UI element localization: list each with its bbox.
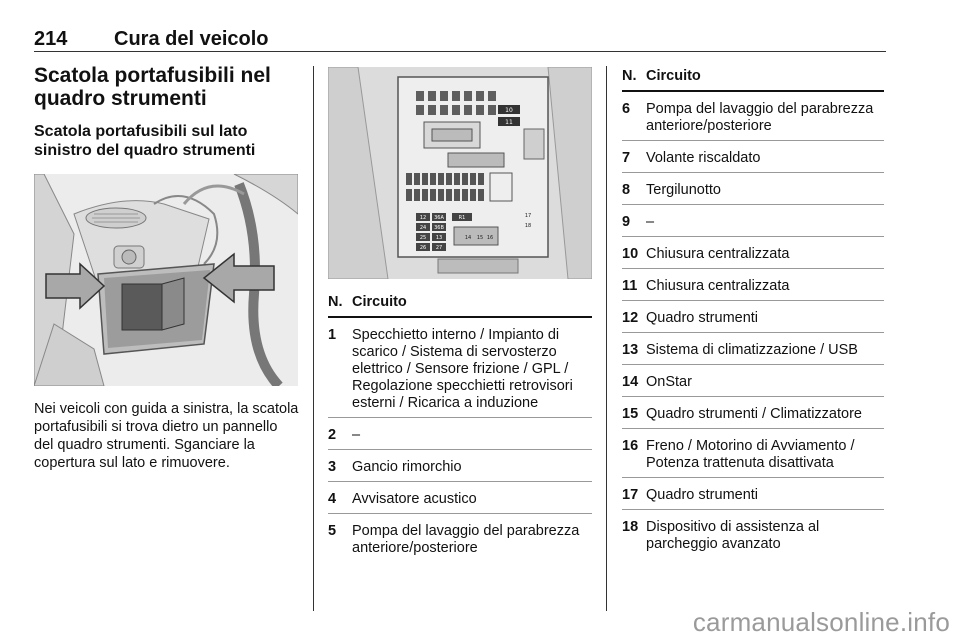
table-row: [622, 478, 884, 510]
fuse-number: 2: [328, 427, 337, 443]
chapter-title: Cura del veicolo: [114, 28, 269, 50]
section-title: Scatola portafusibili nel quadro strumenti: [34, 64, 271, 110]
circuit-description: –: [352, 427, 361, 443]
fuse-label-36a: 36A: [434, 215, 444, 221]
fuse-number: 15: [622, 406, 639, 422]
table-row: [622, 510, 884, 558]
table-row: [328, 418, 592, 450]
table-row: [622, 429, 884, 478]
table-row: [328, 514, 592, 562]
watermark: carmanualsonline.info: [692, 607, 950, 637]
circuit-description: OnStar: [646, 374, 692, 390]
fuse-label-36b: 36B: [434, 225, 444, 231]
fuse-label-17: 17: [524, 213, 532, 219]
fuse-number: 10: [622, 246, 639, 262]
fuse-number: 17: [622, 487, 639, 503]
fuse-label-18: 18: [524, 223, 532, 229]
left-column: [34, 64, 300, 160]
circuit-description: Quadro strumenti / Climatizzatore: [646, 406, 862, 422]
table-row: [622, 92, 884, 141]
table-row: [622, 397, 884, 429]
circuit-description: Chiusura centralizzata: [646, 246, 790, 262]
fuse-label-14: 14: [464, 235, 472, 241]
circuit-description: Chiusura centralizzata: [646, 278, 790, 294]
fuse-number: 3: [328, 459, 337, 475]
fuse-number: 8: [622, 182, 631, 198]
circuit-description: Freno / Motorino di Avviamento / Potenza trattenuta disattivata: [646, 438, 855, 471]
table-row: [622, 269, 884, 301]
header-number: N.: [328, 294, 343, 310]
fuse-number: 1: [328, 327, 337, 343]
table-header: [328, 294, 592, 318]
circuit-description: Sistema di climatizzazione / USB: [646, 342, 858, 358]
circuit-description: Tergilunotto: [646, 182, 721, 198]
circuit-description: Dispositivo di assistenza al parcheggio avanzato: [646, 519, 820, 552]
fuse-label-24: 24: [419, 225, 427, 231]
circuit-table-2: [622, 68, 884, 558]
fuse-label-16: 16: [486, 235, 494, 241]
fuse-number: 18: [622, 519, 639, 535]
fuse-label-r1: R1: [458, 215, 466, 221]
fuse-number: 6: [622, 101, 631, 117]
fusebox-drawing: [328, 67, 592, 279]
column-divider-2: [606, 66, 607, 611]
table-row: [328, 450, 592, 482]
dashboard-drawing: [34, 174, 298, 386]
body-paragraph: Nei veicoli con guida a sinistra, la scatola portafusibili si trova dietro un pannello del quadro strumenti. Sganciare la copertura sul lato e rimuovere.: [34, 401, 299, 471]
table-row: [622, 173, 884, 205]
fuse-label-26: 26: [419, 245, 427, 251]
fuse-number: 11: [622, 278, 638, 294]
fuse-label-11: 11: [505, 119, 513, 126]
header-circuit: Circuito: [352, 294, 407, 310]
fuse-label-27: 27: [435, 245, 443, 251]
circuit-description: Gancio rimorchio: [352, 459, 462, 475]
header-circuit: Circuito: [646, 68, 701, 84]
fuse-number: 7: [622, 150, 631, 166]
fuse-label-15: 15: [476, 235, 484, 241]
column-divider-1: [313, 66, 314, 611]
circuit-description: Quadro strumenti: [646, 310, 759, 326]
fuse-label-25: 25: [419, 235, 427, 241]
fuse-label-10: 10: [505, 107, 513, 114]
circuit-description: Volante riscaldato: [646, 150, 761, 166]
fuse-number: 14: [622, 374, 639, 390]
dashboard-illustration: [34, 174, 298, 386]
table-row: [622, 205, 884, 237]
fuse-number: 16: [622, 438, 639, 454]
table-row: [622, 237, 884, 269]
body-paragraph-block: [34, 400, 300, 472]
fuse-label-12: 12: [419, 215, 427, 221]
table-row: [622, 365, 884, 397]
circuit-table-1: [328, 294, 592, 562]
fuse-label-13: 13: [435, 235, 443, 241]
circuit-description: Pompa del lavaggio del parabrezza anteriore/posteriore: [352, 523, 580, 556]
table-row: [328, 318, 592, 418]
circuit-description: Pompa del lavaggio del parabrezza anteriore/posteriore: [646, 101, 874, 134]
header-divider: [34, 51, 886, 52]
circuit-description: –: [646, 214, 655, 230]
circuit-description: Avvisatore acustico: [352, 491, 477, 507]
fuse-number: 9: [622, 214, 631, 230]
fuse-number: 4: [328, 491, 337, 507]
table-row: [622, 333, 884, 365]
header-number: N.: [622, 68, 637, 84]
table-row: [328, 482, 592, 514]
section-subtitle: Scatola portafusibili sul lato sinistro del quadro strumenti: [34, 123, 256, 159]
table-row: [622, 141, 884, 173]
table-header: [622, 68, 884, 92]
fusebox-illustration: [328, 67, 592, 279]
page-number: 214: [34, 28, 68, 50]
fuse-number: 5: [328, 523, 337, 539]
fuse-number: 12: [622, 310, 639, 326]
circuit-description: Specchietto interno / Impianto di scarico / Sistema di servosterzo elettrico / Sensore frizione / GPL / Regolazione specchietti retrovisori esterni / Ricarica a induzione: [352, 327, 573, 411]
fuse-number: 13: [622, 342, 639, 358]
table-row: [622, 301, 884, 333]
circuit-description: Quadro strumenti: [646, 487, 759, 503]
